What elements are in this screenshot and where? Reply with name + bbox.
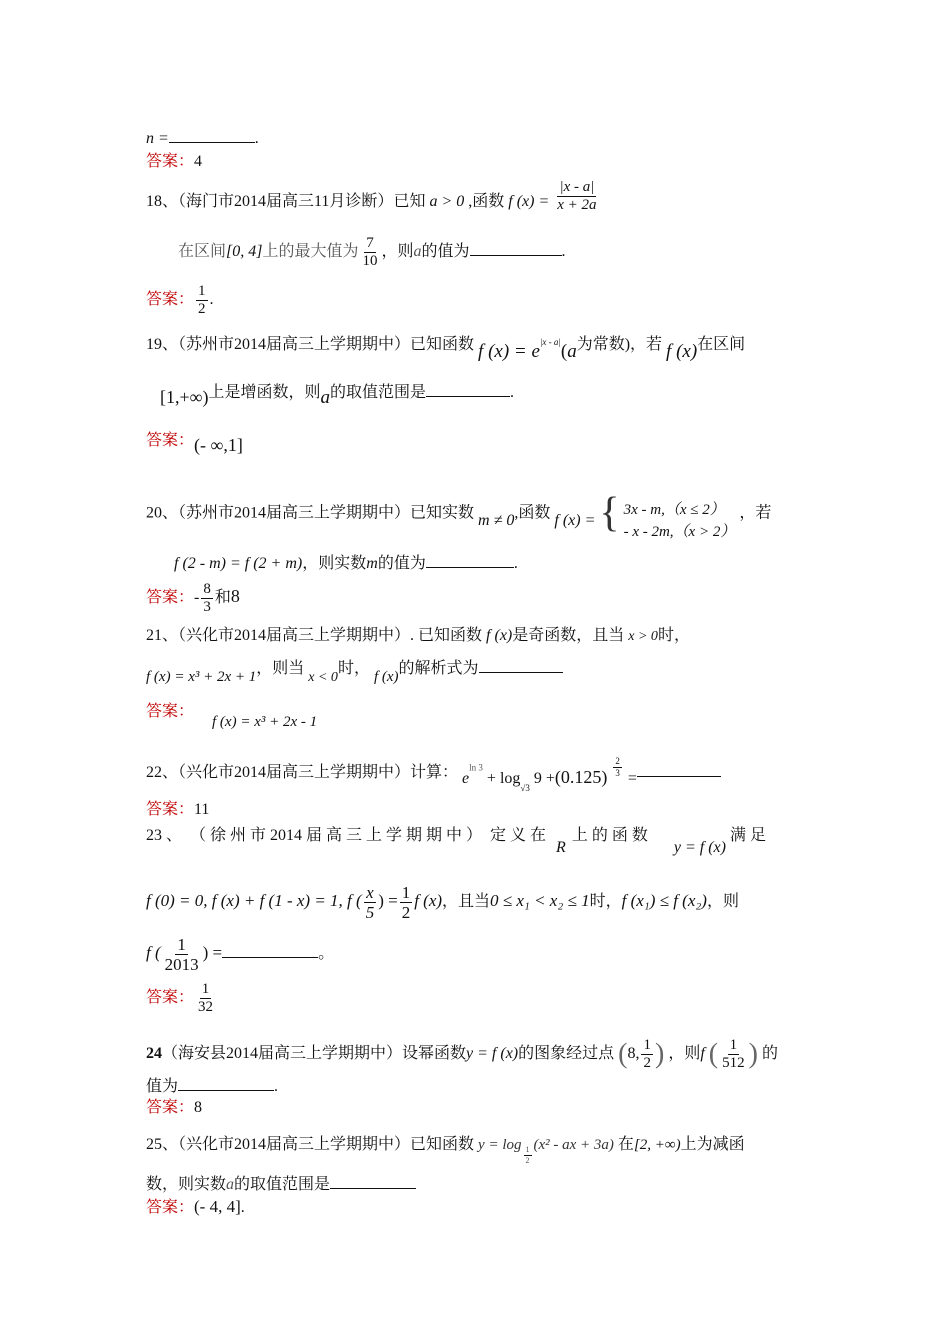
q25-line2 <box>146 1174 416 1193</box>
q25-answer <box>146 1198 245 1216</box>
q23-query: f ( <box>146 943 161 963</box>
q20-condition: m ≠ 0 <box>478 512 515 530</box>
q20-answer <box>146 582 240 615</box>
question-number: 19、 <box>146 336 179 353</box>
question-source: （苏州市2014届高三上学期期中） <box>178 504 411 522</box>
q18-interval: [0, 4] <box>226 243 263 261</box>
numerator: 8 <box>203 581 211 597</box>
q18-condition: a > 0 <box>429 193 465 211</box>
q24-function: y = f (x) <box>466 1045 519 1063</box>
answer-blank <box>426 553 514 568</box>
variable: a <box>413 243 422 261</box>
answer-label: 答案： <box>146 801 195 818</box>
q23-line1 <box>146 827 766 856</box>
question-number: 21、 <box>146 627 179 644</box>
answer-value: (- ∞,1] <box>194 435 243 455</box>
q19-interval: [1,+∞) <box>160 387 209 407</box>
q21-line2 <box>146 658 563 685</box>
q24-text: 设幂函数 <box>402 1045 467 1063</box>
variable: m <box>366 555 378 572</box>
exponent: |x - a| <box>539 336 561 347</box>
numerator: |x - a| <box>559 179 595 195</box>
denominator: 3 <box>615 767 620 778</box>
q20-text: ，则实数 <box>302 555 367 572</box>
denominator: 3 <box>203 599 211 615</box>
numerator: 1 <box>198 283 206 299</box>
q24-function: f <box>700 1045 705 1063</box>
answer-blank <box>470 241 562 256</box>
numerator: 1 <box>525 1145 530 1154</box>
q18-text: 的值为 <box>421 243 470 261</box>
answer-value: 8 <box>194 1099 203 1116</box>
q22-text: 计算： <box>410 764 459 781</box>
q23-line3 <box>146 936 334 973</box>
q18-text: 上的最大值为 <box>262 243 359 261</box>
question-number: 24 <box>146 1045 162 1063</box>
q19-function: f (x) <box>666 341 698 362</box>
answer-label: 答案： <box>146 703 195 720</box>
answer-value: 4 <box>194 153 203 170</box>
q25-text: 的取值范围是 <box>234 1176 331 1193</box>
minus-sign: - <box>194 589 200 607</box>
q21-condition: x < 0 <box>308 670 338 685</box>
variable: a <box>320 387 330 408</box>
variable: a <box>567 341 577 362</box>
numerator: 1 <box>177 935 186 954</box>
q20-text: 已知实数 <box>410 504 475 522</box>
q22-term: 9 + <box>533 770 555 787</box>
prev-answer <box>146 154 202 170</box>
max-value-fraction <box>360 236 379 269</box>
answer-fraction <box>196 284 208 317</box>
q18-answer <box>146 284 214 317</box>
denominator: 512 <box>722 1055 745 1071</box>
q23-text: ，则 <box>706 893 739 911</box>
q23-condition: f (x) <box>414 891 443 911</box>
q22-line1 <box>146 755 721 794</box>
q18-line1 <box>146 179 601 219</box>
question-number: 20、 <box>146 504 179 522</box>
question-source: （海安县2014届高三上学期期中） <box>162 1045 403 1063</box>
prev-question-line <box>146 128 259 147</box>
q21-text: ，则当 <box>256 660 305 677</box>
q23-answer <box>146 982 217 1015</box>
denominator: 2013 <box>164 955 199 974</box>
paren: ( <box>560 341 568 362</box>
q18-text: ，则 <box>381 243 414 261</box>
denominator: 10 <box>362 253 378 269</box>
answer-label: 答案： <box>146 1199 195 1216</box>
point-x: 8, <box>627 1045 640 1063</box>
answer-blank <box>479 658 563 673</box>
q19-text: 的取值范围是 <box>330 384 427 401</box>
case-1: 3x - m,（x ≤ 2） <box>623 502 725 518</box>
log-function: y = log <box>478 1137 522 1154</box>
denominator: 2 <box>198 301 206 317</box>
question-source: （海门市2014届高三11月诊断） <box>178 193 394 211</box>
q19-text: 为常数)，若 <box>576 336 663 353</box>
question-source: （兴化市2014届高三上学期期中） <box>178 627 411 644</box>
tail: . <box>513 555 518 572</box>
q20-line1 <box>146 489 772 540</box>
q24-answer <box>146 1100 202 1116</box>
variable: a <box>226 1176 235 1193</box>
denominator: 2 <box>401 903 411 922</box>
tail: . <box>510 384 515 401</box>
x-over-5 <box>364 884 377 921</box>
exponent: ln 3 <box>469 762 483 773</box>
q25-interval: [2, +∞) <box>633 1137 681 1154</box>
exponent-fraction <box>613 757 622 778</box>
q23-text: 上 的 函 数 <box>571 827 648 844</box>
q25-text: 上为减函 <box>680 1136 745 1154</box>
q18-text: 在区间 <box>178 243 227 261</box>
q18-text: 已知 <box>393 193 426 211</box>
query-fraction <box>163 936 201 973</box>
log-base-fraction <box>524 1146 532 1165</box>
denominator: 2 <box>643 1055 651 1071</box>
answer-label: 答案： <box>146 432 195 449</box>
q24-text: 的图象经过点 <box>518 1045 615 1063</box>
q20-function: f (x) = <box>554 512 596 530</box>
answer-label: 答案： <box>146 1099 195 1116</box>
q24-text: 值为 <box>146 1078 179 1095</box>
tail: . <box>274 1078 279 1095</box>
q21-definition: f (x) = x³ + 2x + 1 <box>146 669 257 685</box>
q22-answer <box>146 802 209 818</box>
q21-function: f (x) <box>373 669 399 685</box>
equals: = <box>627 770 637 787</box>
q24-line1: 24（海安县2014届高三上学期期中）设幂函数y = f (x)的图象经过点 (8, $\frac{1}{2}$ ) ，则f ( $\frac{1}{512}$ ) 的 <box>146 1037 778 1071</box>
euler-e: e <box>462 770 470 787</box>
q18-text: ,函数 <box>468 193 505 211</box>
prev-tail: . <box>254 130 259 147</box>
q21-text: 的解析式为 <box>398 660 479 677</box>
question-source: （苏州市2014届高三上学期期中） <box>178 336 411 353</box>
log: + log <box>486 770 521 787</box>
q23-inequality: 0 ≤ x₁ < x₂ ≤ 1 <box>490 891 590 911</box>
q20-equation: f (2 - m) = f (2 + m) <box>174 555 303 572</box>
numerator: 7 <box>366 235 374 251</box>
tail: . <box>561 243 566 261</box>
answer-value: (- 4, 4] <box>194 1197 241 1216</box>
log-argument: (x² - ax + 3a) <box>533 1137 614 1154</box>
prev-lhs: n = <box>146 130 169 147</box>
question-number: 22、 <box>146 764 179 781</box>
answer-fraction <box>196 982 215 1015</box>
q25-text: 已知函数 <box>410 1136 475 1154</box>
q23-inequality: f (x₁) ≤ f (x₂) <box>621 891 707 911</box>
q25-line1 <box>146 1136 745 1165</box>
q23-function: y = f (x) <box>673 839 726 856</box>
q18-line2 <box>178 236 566 269</box>
q20-line2 <box>174 553 518 572</box>
piecewise-cases <box>624 500 736 544</box>
case-2: - x - 2m,（x > 2） <box>623 523 736 540</box>
denominator: x + 2a <box>557 197 597 213</box>
q23-query: ) = <box>202 943 223 963</box>
q21-text: 是奇函数，且当 <box>512 627 625 644</box>
q19-answer <box>146 430 243 455</box>
q19-text: 上是增函数，则 <box>208 384 321 401</box>
q19-text: 已知函数 <box>410 336 475 353</box>
tail: . <box>240 1199 245 1216</box>
numerator: 1 <box>401 883 411 902</box>
q20-text: ，若 <box>739 504 772 522</box>
q21-condition: x > 0 <box>628 629 658 644</box>
tail: 。 <box>318 945 335 963</box>
answer-value: 11 <box>194 801 210 818</box>
q24-text: 的 <box>761 1045 778 1063</box>
denominator: 32 <box>198 999 214 1015</box>
answer-label: 答案： <box>146 153 195 170</box>
q25-text: 数，则实数 <box>146 1176 227 1193</box>
numerator: 2 <box>615 755 620 766</box>
answer-value: f (x) = x³ + 2x - 1 <box>212 714 318 730</box>
real-set: R <box>556 839 566 856</box>
q24-line2 <box>146 1076 278 1095</box>
numerator: x <box>366 883 374 902</box>
denominator: 5 <box>365 903 375 922</box>
answer-blank <box>222 943 318 958</box>
answer-label: 答案： <box>146 989 195 1007</box>
question-source: （兴化市2014届高三上学期期中） <box>178 1136 411 1154</box>
numerator: 1 <box>643 1037 651 1053</box>
answer-blank <box>178 1076 274 1091</box>
question-number: 25、 <box>146 1136 179 1154</box>
q23-text: ，且当 <box>442 893 491 911</box>
tail: . <box>209 291 214 309</box>
question-number: 18、 <box>146 193 179 211</box>
q23-condition: ) = <box>378 891 398 911</box>
point-y-fraction <box>641 1038 653 1071</box>
q23-condition: f (0) = 0, f (x) + f (1 - x) = 1, f ( <box>146 891 362 911</box>
question-number: 23 、 <box>146 827 183 844</box>
denominator: 2 <box>525 1156 530 1165</box>
answer-fraction <box>201 582 213 615</box>
answer-value: 8 <box>230 586 240 607</box>
q19-line2 <box>160 382 515 408</box>
query-fraction <box>720 1038 747 1071</box>
question-source: （ 徐 州 市 2014 届 高 三 上 学 期 期 中 ） <box>198 827 483 844</box>
q25-text: 在 <box>617 1136 634 1154</box>
answer-blank <box>426 382 510 397</box>
q19-line1 <box>146 334 746 362</box>
numerator: 1 <box>201 981 210 997</box>
answer-blank <box>169 128 255 143</box>
answer-blank <box>330 1174 416 1189</box>
q23-text: 满 足 <box>729 827 766 844</box>
q21-text: . 已知函数 <box>410 627 483 644</box>
q21-text: 时， <box>337 660 370 677</box>
numerator: 1 <box>729 1037 738 1053</box>
q21-line1 <box>146 628 690 644</box>
q22-term: (0.125) <box>554 767 608 787</box>
q23-text: 时， <box>589 893 622 911</box>
answer-label: 答案： <box>146 291 195 309</box>
q21-answer <box>146 703 318 730</box>
piecewise-brace: { <box>599 489 620 536</box>
q21-function: f (x) <box>486 627 513 644</box>
q20-text: 的值为 <box>377 555 426 572</box>
and-text: 和 <box>214 589 231 607</box>
question-source: （兴化市2014届高三上学期期中） <box>178 764 411 781</box>
q19-text: 在区间 <box>697 336 746 353</box>
q18-fraction <box>555 180 598 213</box>
q19-function: f (x) = e <box>478 341 540 362</box>
q20-text: ,函数 <box>514 504 551 522</box>
q23-text: 定 义 在 <box>490 827 547 844</box>
q18-function: f (x) = <box>508 193 550 211</box>
one-half <box>400 884 413 921</box>
answer-label: 答案： <box>146 589 195 607</box>
q23-line2 <box>146 884 739 921</box>
answer-blank <box>637 762 721 777</box>
log-base: √3 <box>520 783 530 794</box>
q21-text: 时， <box>657 627 690 644</box>
q24-text: ，则 <box>668 1045 701 1063</box>
